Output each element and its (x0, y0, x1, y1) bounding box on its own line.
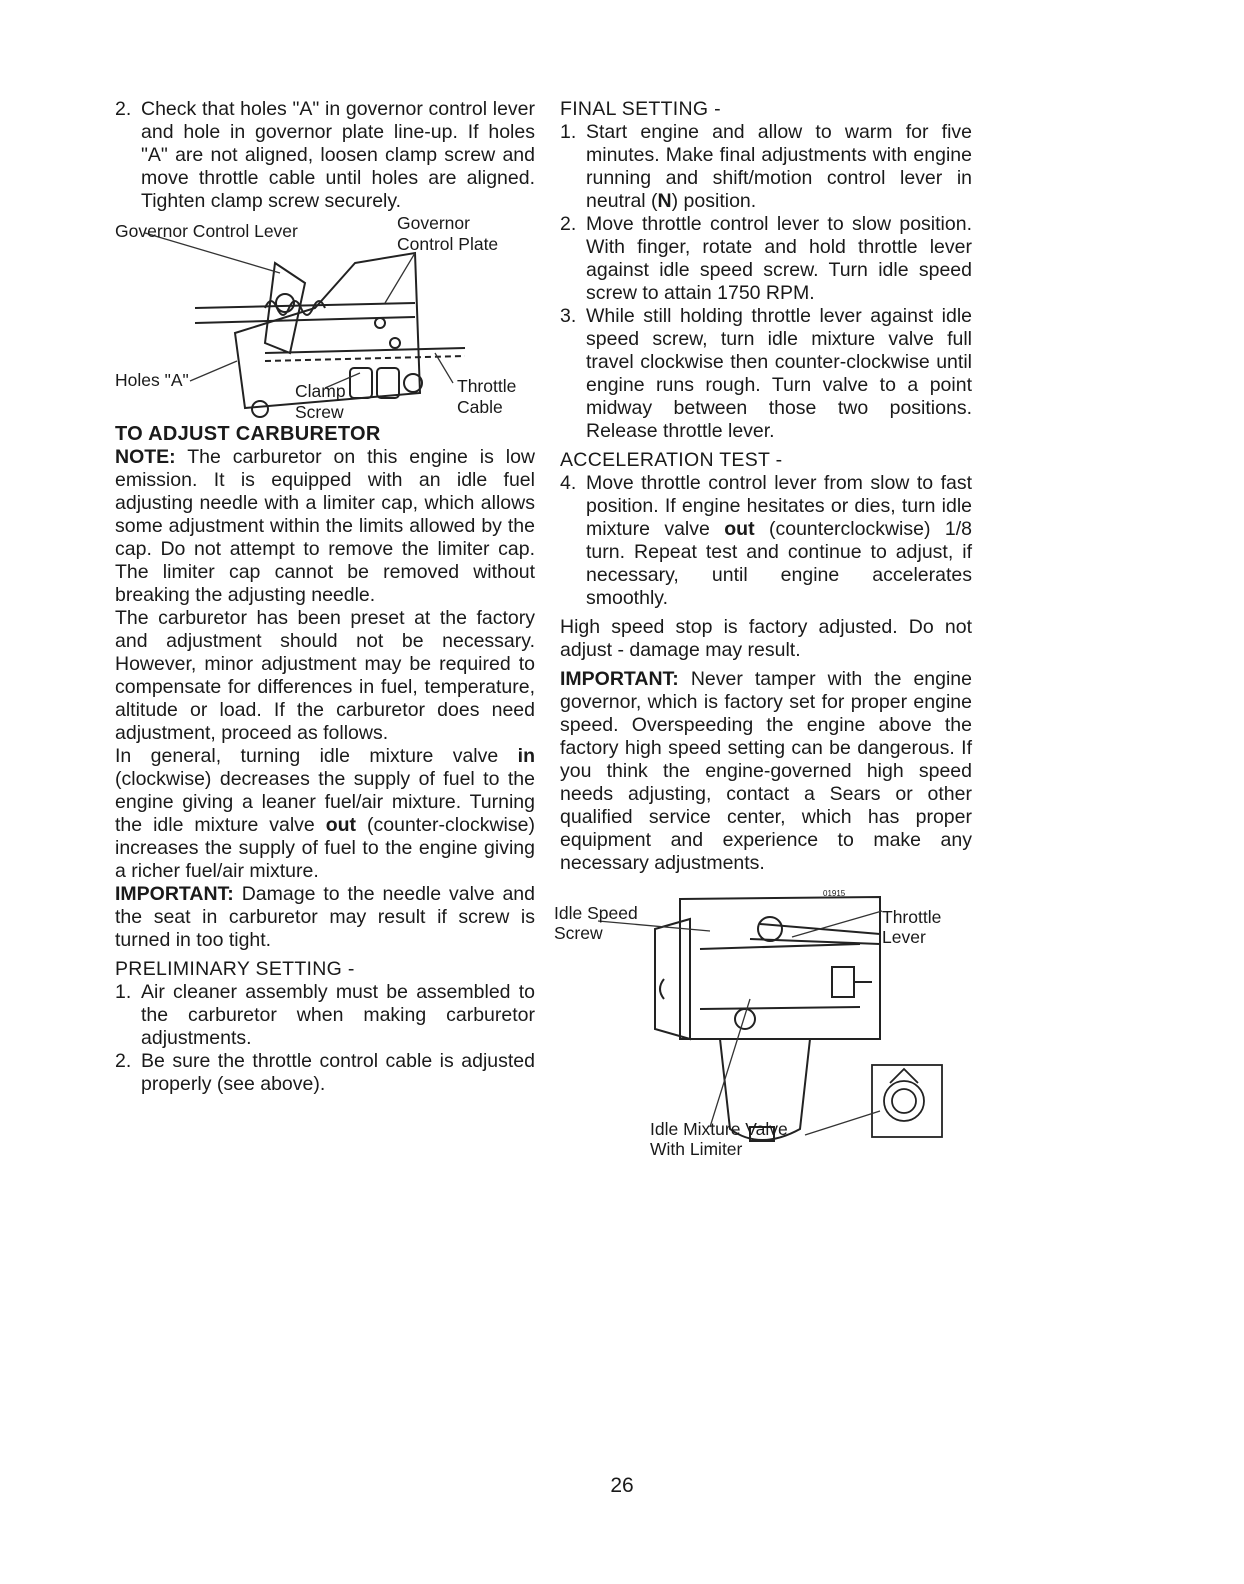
prelim-step-2 (115, 1050, 535, 1096)
step-text-b: (counterclockwise) 1/8 turn. Repeat test and continue to adjust, if necessary, until engine accelerates smoothly. (586, 518, 972, 609)
label-lever: Lever (882, 927, 926, 947)
step-text: Air cleaner assembly must be assembled to the carburetor when making carburetor adjustments. (141, 981, 535, 1049)
important-paragraph-left (115, 883, 535, 952)
mixture-out-bold: out (325, 814, 357, 836)
label-governor-control-lever: Governor Control Lever (115, 221, 298, 241)
step-number: 1. (115, 981, 132, 1003)
acceleration-test-heading: ACCELERATION TEST - (560, 449, 783, 471)
page-number: 26 (610, 1474, 634, 1497)
note-text: The carburetor on this engine is low emission. It is equipped with an idle fuel adjusting needle with a limiter cap, which allows some adjustment within the limits allowed by the cap. Do not attempt to remove the limiter cap. The limiter cap cannot be removed without breaking the adjusting needle. (115, 446, 535, 606)
label-with-limiter: With Limiter (650, 1139, 743, 1159)
label-screw: Screw (295, 402, 344, 422)
step-number: 2. (560, 213, 577, 235)
high-speed-paragraph: High speed stop is factory adjusted. Do not adjust - damage may result. (560, 616, 972, 661)
mixture-text-a: In general, turning idle mixture valve (115, 745, 518, 767)
left-column (115, 98, 535, 1096)
label-idle-mixture-valve: Idle Mixture Valve (650, 1119, 788, 1139)
final-step-1 (560, 121, 972, 213)
step-text-a: Move throttle control lever from slow to fast position. If engine hesitates or dies, turn idle mixture valve (586, 472, 972, 540)
preliminary-setting-heading: PRELIMINARY SETTING - (115, 958, 355, 980)
section-heading-adjust-carburetor: TO ADJUST CARBURETOR (115, 423, 381, 445)
step-text: Be sure the throttle control cable is adjusted properly (see above). (141, 1050, 535, 1095)
label-throttle: Throttle (882, 907, 942, 927)
label-throttle: Throttle (457, 376, 517, 396)
step-text (586, 472, 972, 610)
important-label: IMPORTANT: (115, 883, 234, 905)
label-governor: Governor (397, 213, 470, 233)
label-cable: Cable (457, 397, 503, 417)
final-step-3 (560, 305, 972, 443)
mixture-in-bold: in (517, 745, 535, 767)
step-text-b: ) position. (671, 190, 757, 212)
label-screw: Screw (554, 923, 603, 943)
step-number: 3. (560, 305, 577, 327)
mixture-paragraph (115, 745, 535, 883)
step-text-a: Start engine and allow to warm for five minutes. Make final adjustments with engine running and shift/motion control lever in neutral ( (586, 121, 972, 212)
label-holes-a: Holes "A" (115, 370, 189, 390)
step-number: 2. (115, 1050, 132, 1072)
final-setting-heading: FINAL SETTING - (560, 98, 721, 120)
governor-figure (115, 213, 535, 423)
important-text: Never tamper with the engine governor, which is factory set for proper engine speed. Overspeeding the engine above the factory high speed setting can be dangerous. If you think the engine-governed high speed needs adjusting, contact a Sears or other qualified service center, which has proper equipment and experience to make any necessary adjustments. (560, 668, 972, 874)
right-column (554, 98, 972, 1159)
accel-step-4 (560, 472, 972, 610)
label-idle-speed: Idle Speed (554, 903, 638, 923)
out-bold: out (724, 518, 755, 540)
note-label: NOTE: (115, 446, 176, 468)
prelim-step-1 (115, 981, 535, 1050)
final-step-2 (560, 213, 972, 305)
step-text (586, 121, 972, 213)
important-paragraph-right (560, 668, 972, 875)
step-number: 2. (115, 98, 132, 120)
note-paragraph (115, 446, 535, 607)
neutral-bold: N (657, 190, 672, 212)
step-number: 1. (560, 121, 577, 143)
label-clamp: Clamp (295, 381, 346, 401)
carburetor-figure (554, 889, 972, 1159)
figure-code: 01915 (823, 889, 846, 898)
step-text: Move throttle control lever to slow position. With finger, rotate and hold throttle lever against idle speed screw. Turn idle speed screw to attain 1750 RPM. (586, 213, 972, 304)
mixture-text-b: (clockwise) decreases the supply of fuel to the engine giving a leaner fuel/air mixture. Turning the idle mixture valve (115, 768, 535, 836)
mixture-text-c: (counter-clockwise) increases the supply of fuel to the engine giving a richer fuel/air mixture. (115, 814, 535, 882)
important-text: Damage to the needle valve and the seat in carburetor may result if screw is turned in too tight. (115, 883, 535, 951)
label-control-plate: Control Plate (397, 234, 499, 254)
step-text: Check that holes "A" in governor control lever and hole in governor plate line-up. If holes "A" are not aligned, loosen clamp screw and move throttle cable until holes are aligned. Tighten clamp screw securely. (141, 98, 535, 212)
preset-paragraph: The carburetor has been preset at the factory and adjustment should not be necessary. However, minor adjustment may be required to compensate for differences in fuel, temperature, altitude or load. If the carburetor does need adjustment, proceed as follows. (115, 607, 535, 744)
important-label: IMPORTANT: (560, 668, 679, 690)
step-2-check-holes (115, 98, 535, 213)
step-text: While still holding throttle lever against idle speed screw, turn idle mixture valve full travel clockwise then counter-clockwise until engine runs rough. Turn valve to a point midway between those two positions. Release throttle lever. (586, 305, 972, 442)
step-number: 4. (560, 472, 577, 494)
